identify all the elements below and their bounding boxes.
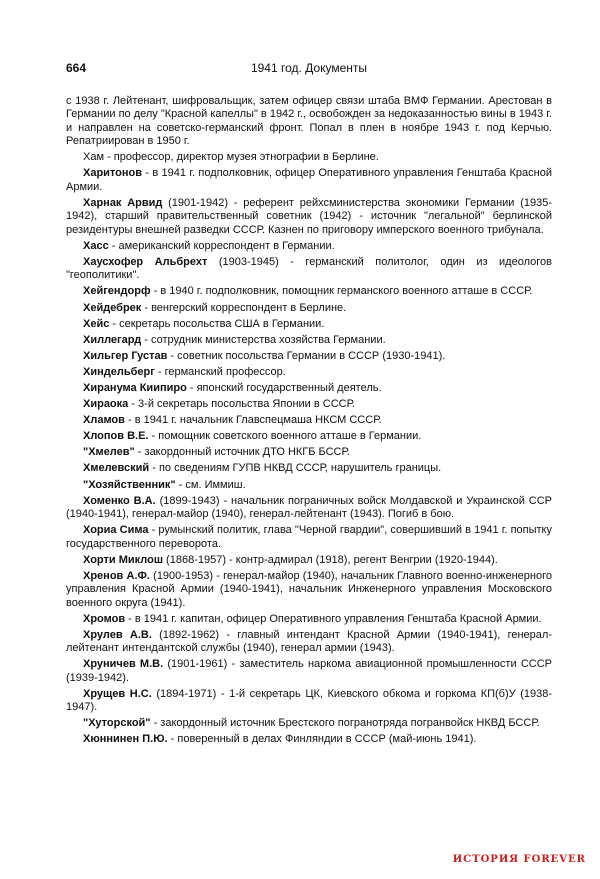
entry-text: (1892-1962) - главный интендант Красной Армии (1940-1941), генерал-лейтенант интендантской службы (1940), генерал армии (1943).	[66, 628, 552, 655]
entry-name: Хрущев Н.С.	[83, 687, 152, 700]
index-entry	[66, 302, 552, 315]
entry-text: - в 1941 г. начальник Главспецмаша НКСМ СССР.	[124, 414, 382, 427]
entry-name: Хейдебрек	[83, 301, 142, 314]
entry-name: Хюннинен П.Ю.	[83, 733, 168, 746]
entry-name: Хлопов В.Е.	[83, 430, 149, 443]
entry-name: Хорти Миклош	[83, 553, 163, 566]
entry-text: (1903-1945) - германский политолог, один из идеологов "геополитики".	[66, 255, 552, 282]
entry-text: - по сведениям ГУПВ НКВД СССР, нарушитель границы.	[149, 462, 442, 475]
entry-text: - сотрудник министерства хозяйства Германии.	[141, 333, 386, 346]
entry-name: Хмелевский	[83, 462, 150, 475]
entry-text: с 1938 г. Лейтенант, шифровальщик, затем офицер связи штаба ВМФ Германии. Арестован в Германии по делу "Красной капеллы" в 1942 г., освобожден за недоказанностью вины в 1943 г. и направлен на советско-германский фронт. Попал в плен в ноябре 1943 г. под Керчью. Репатриирован в 1950 г.	[66, 95, 552, 148]
entry-text: - в 1941 г. подполковник, офицер Оперативного управления Генштаба Красной Армии.	[66, 167, 552, 193]
index-entry	[66, 658, 552, 685]
entry-text: - помощник советского военного атташе в Германии.	[148, 430, 422, 443]
entry-name: Хрулев А.В.	[83, 628, 152, 641]
index-entry	[66, 524, 552, 551]
entry-text: - румынский политик, глава "Черной гвардии", совершивший в 1941 г. попытку государственного переворота.	[66, 524, 552, 550]
index-entry	[66, 366, 552, 379]
index-entry	[66, 462, 552, 475]
entry-text: - германский профессор.	[154, 365, 286, 378]
index-entry	[66, 398, 552, 411]
entry-text: (1899-1943) - начальник пограничных войск Молдавской и Украинской ССР (1940-1941), генерал-майор (1940), генерал-лейтенант (1943). Погиб в бою.	[66, 494, 552, 521]
entry-text: (1894-1971) - 1-й секретарь ЦК, Киевского обкома и горкома КП(б)У (1938-1947).	[66, 687, 552, 714]
page-number: 664	[66, 61, 87, 75]
entry-name: Хоменко В.А.	[83, 494, 156, 507]
index-entry	[66, 613, 552, 626]
entry-name: Хираока	[83, 398, 129, 411]
index-entry	[66, 629, 552, 656]
index-entry	[66, 382, 552, 395]
index-entry	[66, 95, 552, 149]
index-entry	[66, 717, 552, 730]
entry-text: - в 1941 г. капитан, офицер Оперативного управления Генштаба Красной Армии.	[125, 612, 542, 625]
running-title: 1941 год. Документы	[250, 61, 368, 75]
index-entry	[66, 350, 552, 363]
index-entry	[66, 688, 552, 715]
entry-name: Хильгер Густав	[83, 349, 168, 362]
entry-text: - закордонный источник Брестского погранотряда погранвойск НКВД БССР.	[150, 717, 540, 730]
index-entry	[66, 479, 552, 492]
entry-name: Хиллегард	[83, 333, 142, 346]
index-entries	[66, 95, 552, 749]
entry-text: Хам - профессор, директор музея этнографии в Берлине.	[83, 151, 379, 164]
entry-text: - поверенный в делах Финляндии в СССР (май-июнь 1941).	[167, 733, 477, 746]
page-header	[66, 60, 552, 76]
index-entry	[66, 285, 552, 298]
entry-text: - закордонный источник ДТО НКГБ БССР.	[134, 446, 350, 459]
entry-name: "Хуторской"	[83, 717, 151, 730]
index-entry	[66, 318, 552, 331]
entry-name: Хиранума Киипиро	[83, 381, 187, 394]
index-entry	[66, 495, 552, 522]
entry-name: Харитонов	[83, 167, 143, 180]
index-entry	[66, 733, 552, 746]
entry-name: Хориа Сима	[83, 524, 149, 537]
entry-text: (1900-1953) - генерал-майор (1940), начальник Главного военно-инженерного управления Красной Армии (1940-1941), начальник Инженерного управления Московского военного округа (1941).	[66, 569, 552, 609]
entry-name: "Хозяйственник"	[83, 478, 176, 491]
entry-text: (1901-1961) - заместитель наркома авиационной промышленности СССР (1939-1942).	[66, 658, 552, 684]
entry-name: Хейгендорф	[83, 285, 151, 298]
index-entry	[66, 197, 552, 237]
entry-text: - венгерский корреспондент в Берлине.	[141, 301, 347, 314]
index-entry	[66, 151, 552, 164]
entry-text: - 3-й секретарь посольства Японии в СССР.	[128, 398, 355, 411]
entry-text: - японский государственный деятель.	[186, 381, 382, 394]
entry-text: - советник посольства Германии в СССР (1930-1941).	[167, 349, 446, 362]
entry-name: Хламов	[83, 414, 125, 427]
entry-name: "Хмелев"	[83, 446, 135, 459]
index-entry	[66, 570, 552, 610]
entry-name: Хруничев М.В.	[83, 658, 164, 671]
entry-name: Хиндельберг	[83, 365, 155, 378]
entry-text: (1868-1957) - контр-адмирал (1918), регент Венгрии (1920-1944).	[163, 553, 498, 566]
entry-text: (1901-1942) - референт рейхсминистерства экономики Германии (1935-1942), старший правительственный советник (1942) - источник "легальной" берлинской резидентуры внешней разведки СССР. Казнен по приговору имперского военного трибунала.	[66, 196, 552, 236]
entry-name: Хасс	[83, 239, 109, 252]
entry-name: Хренов А.Ф.	[83, 569, 150, 582]
entry-name: Хейс	[83, 317, 110, 330]
entry-text: - американский корреспондент в Германии.	[108, 239, 335, 252]
entry-text: - см. Иммиш.	[175, 478, 246, 491]
index-entry	[66, 167, 552, 194]
index-entry	[66, 414, 552, 427]
entry-text: - секретарь посольства США в Германии.	[109, 317, 325, 330]
index-entry	[66, 554, 552, 567]
index-entry	[66, 430, 552, 443]
index-entry	[66, 240, 552, 253]
entry-name: Хромов	[83, 612, 126, 625]
entry-name: Хаусхофер Альбрехт	[83, 255, 208, 268]
entry-text: - в 1940 г. подполковник, помощник германского военного атташе в СССР.	[150, 285, 533, 298]
index-entry	[66, 256, 552, 283]
index-entry	[66, 334, 552, 347]
site-logo: ИСТОРИЯ FOREVER	[452, 854, 586, 865]
index-entry	[66, 446, 552, 459]
entry-name: Харнак Арвид	[83, 196, 163, 209]
